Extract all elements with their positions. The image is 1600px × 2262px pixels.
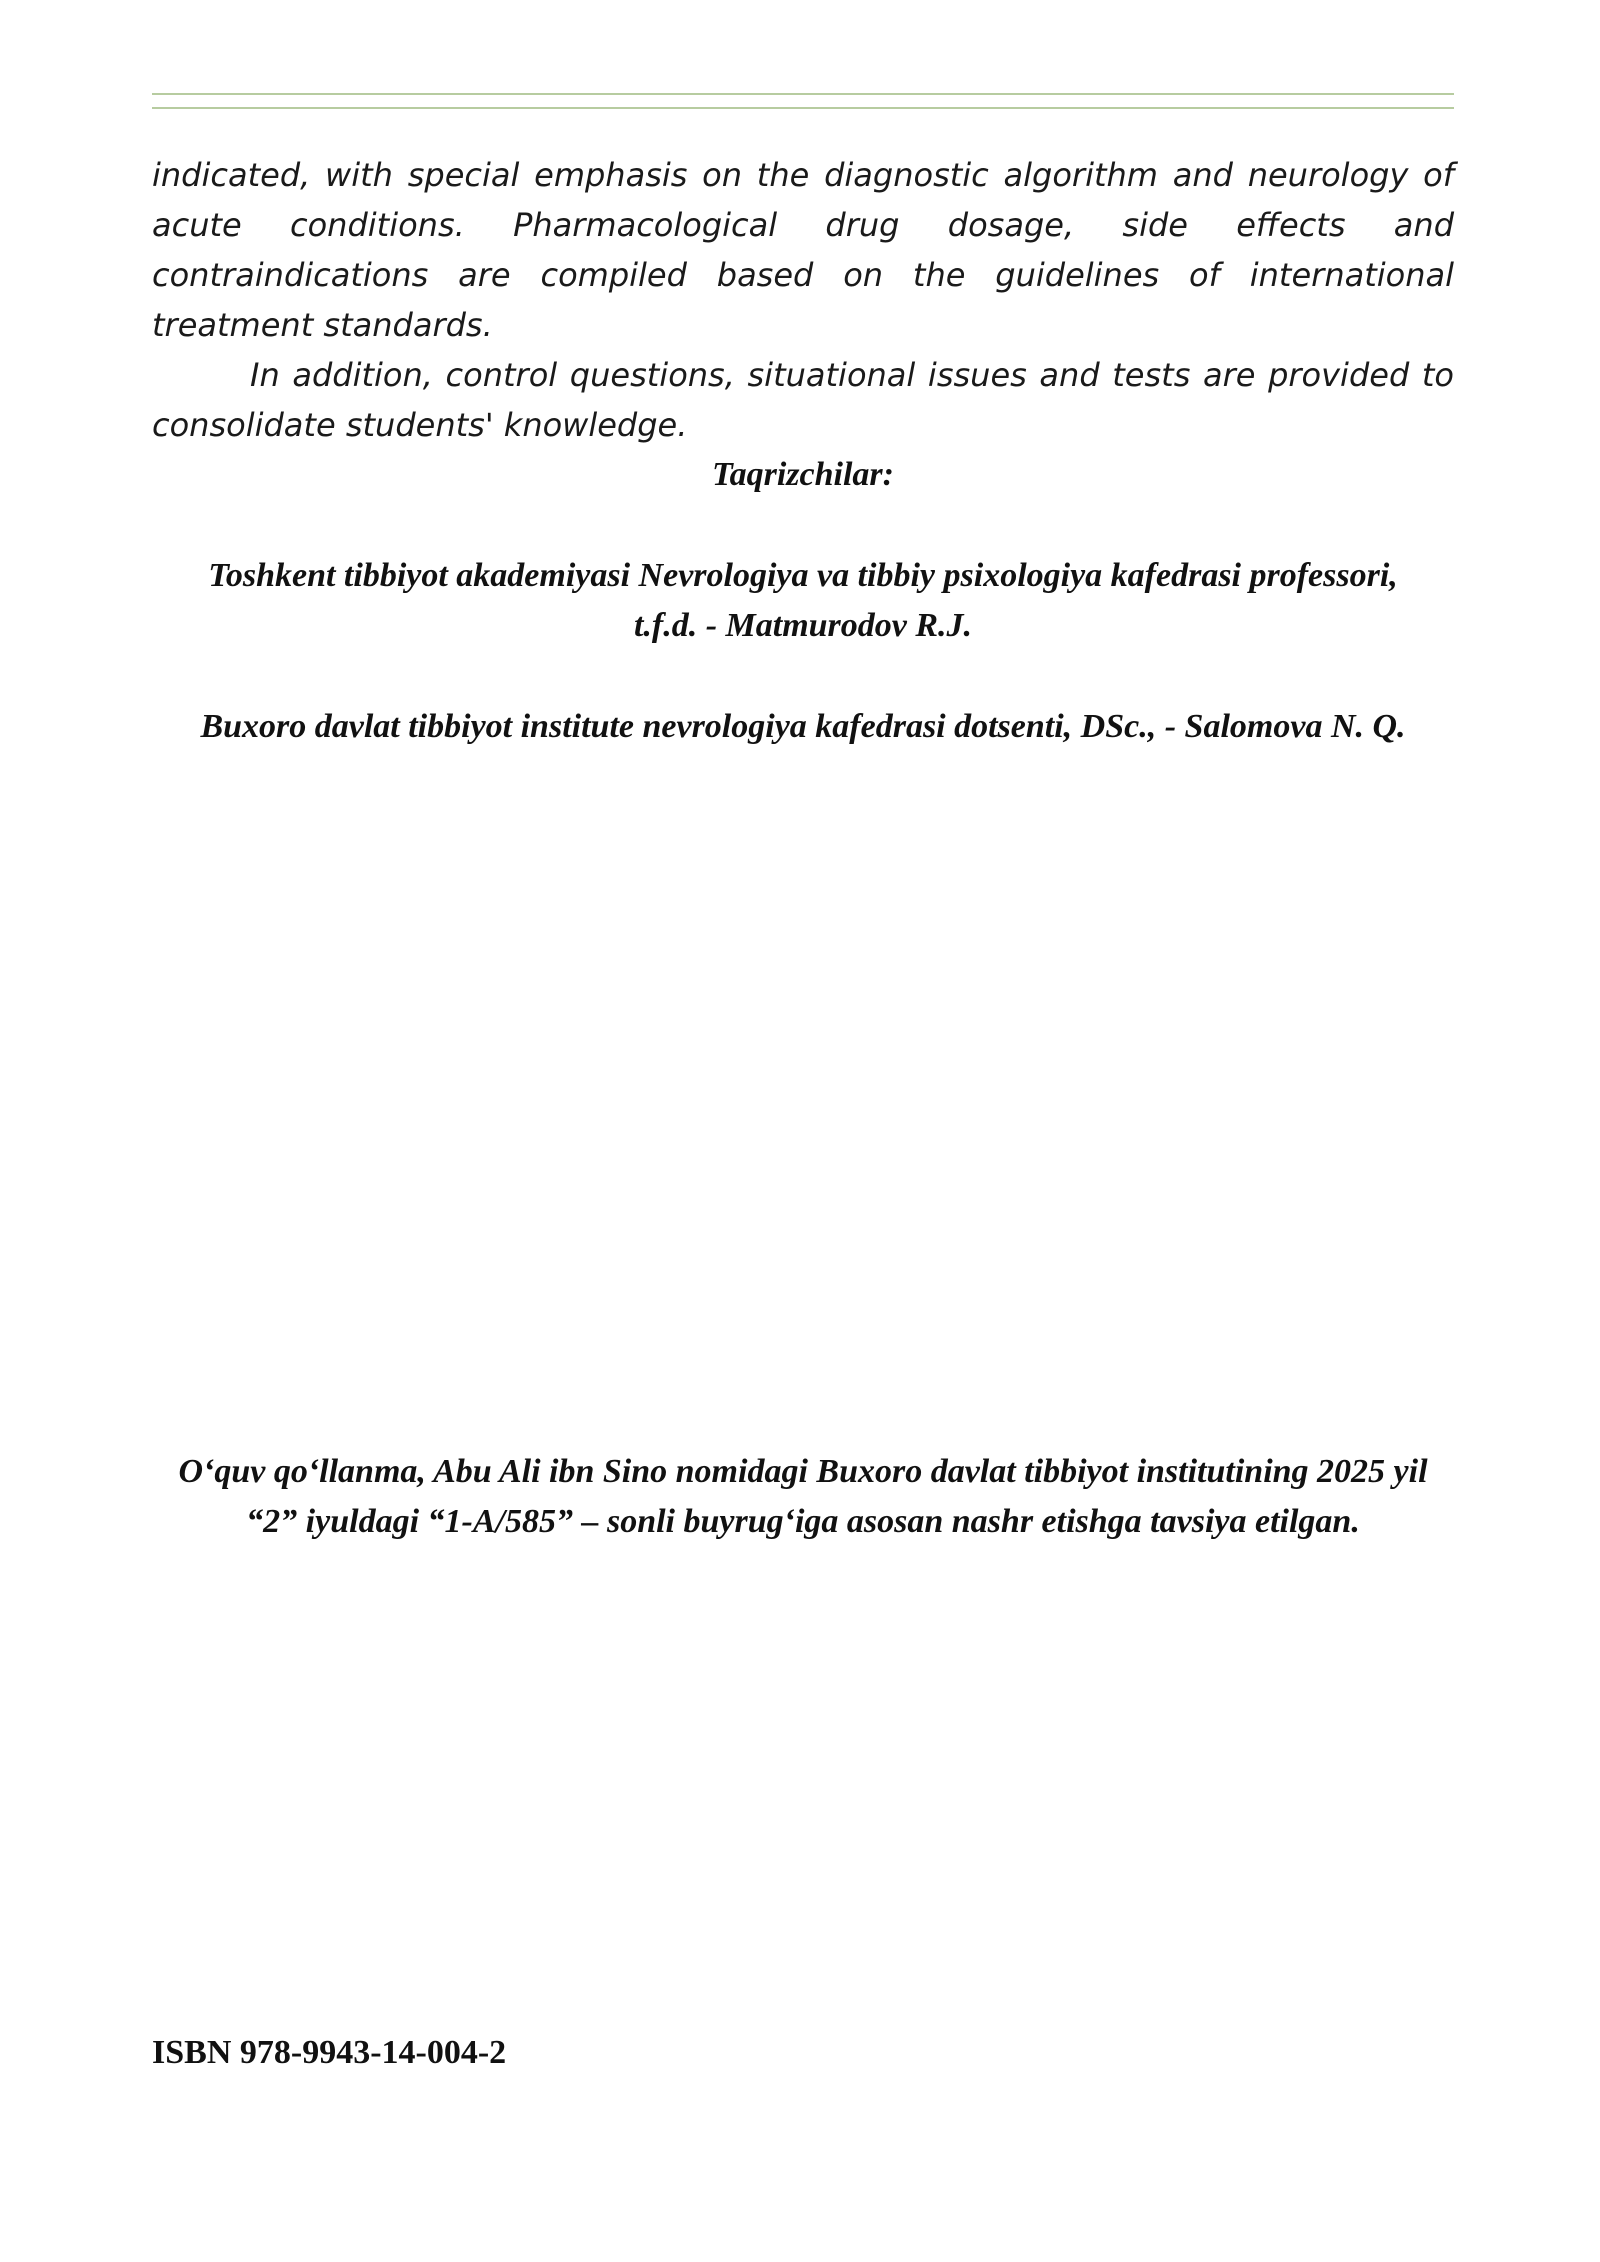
abstract-text	[152, 150, 1454, 450]
isbn-number: ISBN 978-9943-14-004-2	[152, 2034, 507, 2071]
reviewers-heading: Taqrizchilar:	[711, 456, 894, 493]
abstract-paragraph-2: In addition, control questions, situational issues and tests are provided to consolidate students' knowledge.	[152, 356, 1454, 444]
reviewer-1: Toshkent tibbiyot akademiyasi Nevrologiya va tibbiy psixologiya kafedrasi professori, t.f.d. - Matmurodov R.J.	[208, 557, 1398, 644]
reviewer-2: Buxoro davlat tibbiyot institute nevrologiya kafedrasi dotsenti, DSc., - Salomova N. Q.	[200, 708, 1406, 745]
header-rule-bottom	[152, 107, 1454, 109]
header-rule-top	[152, 93, 1454, 95]
abstract-paragraph-1: indicated, with special emphasis on the diagnostic algorithm and neurology of acute conditions. Pharmacological drug dosage, side effects and contraindications are compiled based on the guidelines of international treatment standards.	[152, 156, 1454, 344]
approval-statement: O‘quv qo‘llanma, Abu Ali ibn Sino nomidagi Buxoro davlat tibbiyot institutining 2025 yil “2” iyuldagi “1-A/585” – sonli buyrug‘iga asosan nashr etishga tavsiya etilgan.	[178, 1453, 1428, 1540]
